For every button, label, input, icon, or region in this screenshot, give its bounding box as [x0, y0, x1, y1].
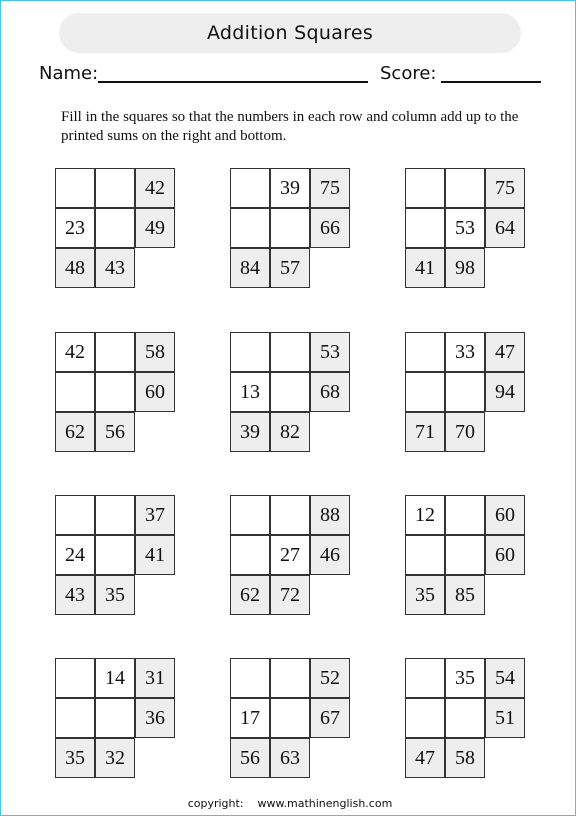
column-sum-cell: 98: [445, 248, 485, 288]
copyright-footer: copyright: www.mathinenglish.com: [187, 797, 393, 810]
row-sum-cell: 42: [135, 168, 175, 208]
row-sum-cell: 88: [310, 495, 350, 535]
column-sum-cell: 35: [95, 575, 135, 615]
answer-cell[interactable]: [95, 535, 135, 575]
answer-cell[interactable]: [95, 168, 135, 208]
row-sum-cell: 36: [135, 698, 175, 738]
addition-square-puzzle: [55, 332, 177, 454]
answer-cell[interactable]: [445, 535, 485, 575]
column-sum-cell: 63: [270, 738, 310, 778]
column-sum-cell: 56: [230, 738, 270, 778]
answer-cell: 53: [445, 208, 485, 248]
column-sum-cell: 35: [55, 738, 95, 778]
column-sum-cell: 84: [230, 248, 270, 288]
row-sum-cell: 60: [135, 372, 175, 412]
score-label: Score:: [380, 63, 437, 84]
column-sum-cell: 71: [405, 412, 445, 452]
column-sum-cell: 62: [55, 412, 95, 452]
column-sum-cell: 85: [445, 575, 485, 615]
answer-cell[interactable]: [230, 208, 270, 248]
answer-cell: 17: [230, 698, 270, 738]
answer-cell[interactable]: [230, 658, 270, 698]
answer-cell[interactable]: [55, 168, 95, 208]
answer-cell: 33: [445, 332, 485, 372]
answer-cell[interactable]: [405, 698, 445, 738]
answer-cell[interactable]: [95, 332, 135, 372]
addition-square-puzzle: [55, 495, 177, 617]
addition-square-puzzle: [405, 658, 527, 780]
row-sum-cell: 52: [310, 658, 350, 698]
row-sum-cell: 94: [485, 372, 525, 412]
answer-cell[interactable]: [230, 535, 270, 575]
addition-square-puzzle: [230, 658, 352, 780]
row-sum-cell: 58: [135, 332, 175, 372]
addition-square-puzzle: [55, 658, 177, 780]
answer-cell[interactable]: [270, 495, 310, 535]
answer-cell: 42: [55, 332, 95, 372]
answer-cell[interactable]: [230, 495, 270, 535]
answer-cell[interactable]: [230, 168, 270, 208]
column-sum-cell: 58: [445, 738, 485, 778]
column-sum-cell: 57: [270, 248, 310, 288]
column-sum-cell: 39: [230, 412, 270, 452]
column-sum-cell: 47: [405, 738, 445, 778]
answer-cell: 39: [270, 168, 310, 208]
name-field-line[interactable]: [98, 81, 368, 83]
row-sum-cell: 60: [485, 495, 525, 535]
row-sum-cell: 46: [310, 535, 350, 575]
addition-square-puzzle: [230, 495, 352, 617]
answer-cell: 13: [230, 372, 270, 412]
answer-cell[interactable]: [445, 168, 485, 208]
column-sum-cell: 43: [55, 575, 95, 615]
answer-cell[interactable]: [95, 372, 135, 412]
answer-cell[interactable]: [270, 332, 310, 372]
addition-square-puzzle: [405, 332, 527, 454]
column-sum-cell: 72: [270, 575, 310, 615]
instructions-text: Fill in the squares so that the numbers in each row and column add up to the printed sums on the right and bottom.: [61, 109, 519, 144]
row-sum-cell: 64: [485, 208, 525, 248]
addition-square-puzzle: [230, 332, 352, 454]
row-sum-cell: 31: [135, 658, 175, 698]
answer-cell[interactable]: [405, 168, 445, 208]
answer-cell[interactable]: [445, 372, 485, 412]
score-field-line[interactable]: [441, 81, 541, 83]
answer-cell[interactable]: [445, 495, 485, 535]
row-sum-cell: 37: [135, 495, 175, 535]
row-sum-cell: 53: [310, 332, 350, 372]
answer-cell[interactable]: [405, 658, 445, 698]
answer-cell[interactable]: [95, 495, 135, 535]
row-sum-cell: 66: [310, 208, 350, 248]
column-sum-cell: 32: [95, 738, 135, 778]
answer-cell[interactable]: [405, 372, 445, 412]
answer-cell[interactable]: [95, 208, 135, 248]
answer-cell[interactable]: [55, 372, 95, 412]
answer-cell[interactable]: [55, 658, 95, 698]
answer-cell: 23: [55, 208, 95, 248]
answer-cell[interactable]: [270, 208, 310, 248]
answer-cell[interactable]: [405, 332, 445, 372]
row-sum-cell: 47: [485, 332, 525, 372]
row-sum-cell: 41: [135, 535, 175, 575]
answer-cell[interactable]: [405, 208, 445, 248]
column-sum-cell: 35: [405, 575, 445, 615]
row-sum-cell: 75: [485, 168, 525, 208]
answer-cell[interactable]: [230, 332, 270, 372]
addition-square-puzzle: [405, 168, 527, 290]
column-sum-cell: 62: [230, 575, 270, 615]
answer-cell[interactable]: [270, 698, 310, 738]
answer-cell[interactable]: [55, 698, 95, 738]
answer-cell[interactable]: [270, 658, 310, 698]
name-label: Name:: [39, 63, 99, 84]
addition-square-puzzle: [405, 495, 527, 617]
row-sum-cell: 49: [135, 208, 175, 248]
column-sum-cell: 48: [55, 248, 95, 288]
row-sum-cell: 75: [310, 168, 350, 208]
row-sum-cell: 54: [485, 658, 525, 698]
addition-square-puzzle: [230, 168, 352, 290]
addition-square-puzzle: [55, 168, 177, 290]
row-sum-cell: 68: [310, 372, 350, 412]
answer-cell[interactable]: [55, 495, 95, 535]
answer-cell: 12: [405, 495, 445, 535]
answer-cell: 14: [95, 658, 135, 698]
row-sum-cell: 67: [310, 698, 350, 738]
worksheet-title: Addition Squares: [59, 13, 521, 53]
column-sum-cell: 82: [270, 412, 310, 452]
answer-cell: 27: [270, 535, 310, 575]
answer-cell: 24: [55, 535, 95, 575]
answer-cell[interactable]: [270, 372, 310, 412]
row-sum-cell: 60: [485, 535, 525, 575]
row-sum-cell: 51: [485, 698, 525, 738]
column-sum-cell: 56: [95, 412, 135, 452]
column-sum-cell: 43: [95, 248, 135, 288]
answer-cell[interactable]: [95, 698, 135, 738]
answer-cell: 35: [445, 658, 485, 698]
column-sum-cell: 41: [405, 248, 445, 288]
column-sum-cell: 70: [445, 412, 485, 452]
answer-cell[interactable]: [405, 535, 445, 575]
answer-cell[interactable]: [445, 698, 485, 738]
